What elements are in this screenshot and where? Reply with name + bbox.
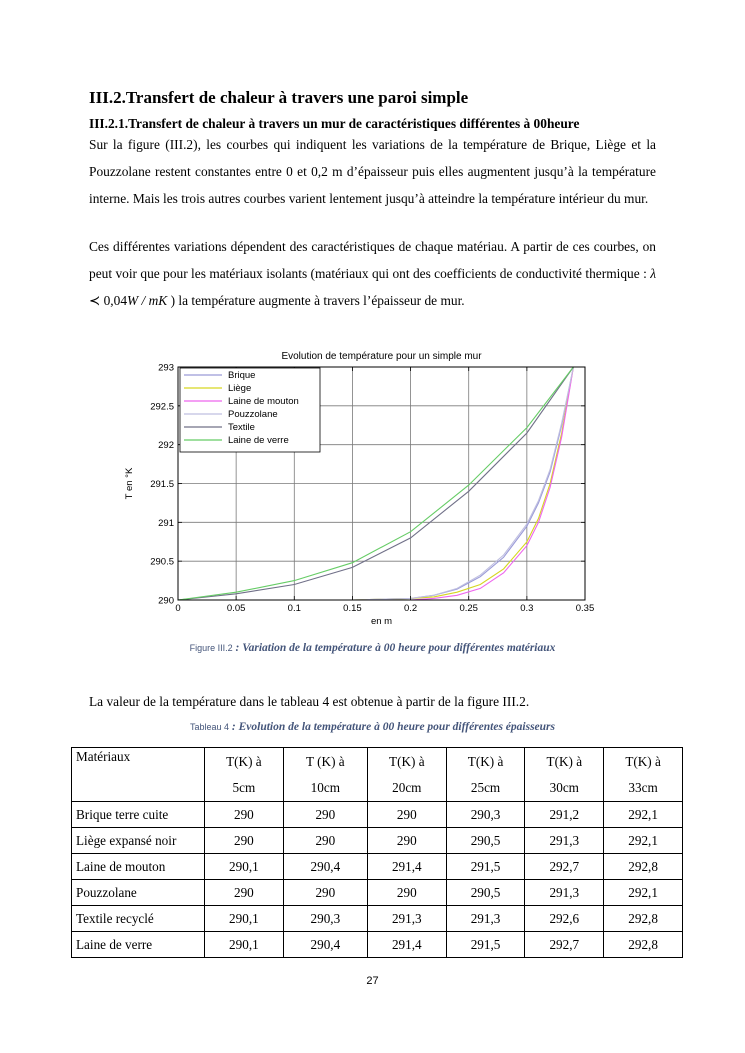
temperature-cell: 291,5: [446, 854, 525, 880]
temperature-cell: 291,4: [367, 932, 446, 958]
chart-title: Evolution de température pour un simple mur: [281, 351, 482, 362]
y-axis-label: T en °K: [124, 467, 135, 500]
y-tick-label: 293: [158, 362, 174, 374]
temperature-cell: 290: [205, 802, 284, 828]
temperature-cell: 290: [283, 802, 367, 828]
legend-label: Textile: [228, 422, 255, 433]
temperature-cell: 292,8: [604, 854, 683, 880]
temperature-cell: 290,3: [446, 802, 525, 828]
temperature-cell: 292,8: [604, 932, 683, 958]
material-name: Brique terre cuite: [72, 802, 205, 828]
temperature-cell: 291,2: [525, 802, 604, 828]
temperature-cell: 290: [283, 880, 367, 906]
paragraph-materials-start: Ces différentes variations dépendent des caractéristiques de chaque matériau. A partir de ces courbes, on peut voir que pour les matériaux isolants (matériaux qui ont des coefficients de conductivité thermique :: [89, 239, 656, 281]
subsection-title: III.2.1.Transfert de chaleur à travers un mur de caractéristiques différentes à 00heure: [89, 116, 580, 131]
temperature-cell: 292,1: [604, 880, 683, 906]
material-name: Laine de verre: [72, 932, 205, 958]
header-5cm: T(K) à 5cm: [205, 748, 284, 802]
temperature-cell: 290,1: [205, 906, 284, 932]
y-tick-label: 291.5: [150, 479, 174, 490]
table-header-row: [72, 748, 683, 802]
temperature-cell: 292,7: [525, 854, 604, 880]
temperature-cell: 290,4: [283, 854, 367, 880]
y-tick-label: 290.5: [150, 556, 174, 568]
temperature-cell: 292,8: [604, 906, 683, 932]
table-row: [72, 880, 683, 906]
temperature-table: [71, 747, 683, 958]
temperature-cell: 290,5: [446, 880, 525, 906]
temperature-cell: 291,3: [367, 906, 446, 932]
temperature-cell: 291,3: [525, 880, 604, 906]
figure-caption: [0, 642, 745, 654]
legend-label: Liège: [228, 383, 252, 394]
table-row: [72, 828, 683, 854]
table-caption-label: Tableau 4: [190, 722, 230, 732]
temperature-cell: 290,3: [283, 906, 367, 932]
temperature-cell: 290: [205, 828, 284, 854]
table-row: [72, 854, 683, 880]
y-tick-label: 290: [158, 595, 174, 607]
temperature-cell: 292,1: [604, 828, 683, 854]
header-10cm: T (K) à 10cm: [283, 748, 367, 802]
temperature-cell: 292,7: [525, 932, 604, 958]
x-tick-label: 0.1: [287, 603, 301, 614]
paragraph-figure-description: Sur la figure (III.2), les courbes qui indiquent les variations de la température de Brique, Liège et la Pouzzolane restent constantes entre 0 et 0,2 m d’épaisseur puis elles augmentent jusqu’à la température interne. Mais les trois autres courbes varient lentement jusqu’à atteindre la température intérieur du mur.: [89, 137, 656, 206]
temperature-cell: 292,1: [604, 802, 683, 828]
temperature-cell: 290: [205, 880, 284, 906]
temperature-cell: 290,4: [283, 932, 367, 958]
temperature-cell: 290,1: [205, 854, 284, 880]
table-caption-text: : Evolution de la température à 00 heure pour différentes épaisseurs: [229, 721, 555, 733]
paragraph-materials-end: ) la température augmente à travers l’épaisseur de mur.: [167, 293, 465, 308]
figure-caption-text: : Variation de la température à 00 heure pour différentes matériaux: [232, 642, 556, 654]
table-row: [72, 802, 683, 828]
temperature-cell: 291,3: [525, 828, 604, 854]
header-20cm: T(K) à 20cm: [367, 748, 446, 802]
formula-relation: ≺: [89, 293, 101, 308]
y-tick-label: 292: [158, 440, 174, 452]
material-name: Pouzzolane: [72, 880, 205, 906]
lambda-symbol: λ: [650, 266, 656, 281]
header-25cm: T(K) à 25cm: [446, 748, 525, 802]
temperature-cell: 290: [367, 802, 446, 828]
temperature-cell: 290: [367, 880, 446, 906]
material-name: Textile recyclé: [72, 906, 205, 932]
table-row: [72, 906, 683, 932]
figure-caption-label: Figure III.2: [189, 643, 233, 653]
x-tick-label: 0.15: [343, 603, 362, 614]
legend-label: Pouzzolane: [228, 409, 278, 420]
paragraph-table-intro: La valeur de la température dans le tableau 4 est obtenue à partir de la figure III.2.: [89, 694, 530, 709]
temperature-cell: 290: [367, 828, 446, 854]
formula-value: 0,04: [103, 293, 128, 308]
legend-label: Laine de mouton: [228, 396, 299, 407]
temperature-cell: 290,1: [205, 932, 284, 958]
material-name: Laine de mouton: [72, 854, 205, 880]
temperature-cell: 290,5: [446, 828, 525, 854]
legend-label: Laine de verre: [228, 435, 289, 446]
header-30cm: T(K) à 30cm: [525, 748, 604, 802]
table-caption: [0, 721, 745, 733]
temperature-cell: 291,4: [367, 854, 446, 880]
y-tick-label: 291: [158, 517, 174, 529]
material-name: Liège expansé noir: [72, 828, 205, 854]
x-tick-label: 0.35: [575, 603, 595, 614]
temperature-cell: 292,6: [525, 906, 604, 932]
paragraph-materials: [89, 233, 656, 314]
section-title: III.2.Transfert de chaleur à travers une paroi simple: [89, 88, 469, 107]
header-materials: Matériaux: [72, 748, 205, 802]
x-tick-label: 0.05: [226, 603, 246, 614]
header-33cm: T(K) à 33cm: [604, 748, 683, 802]
formula-unit: W / mK: [127, 293, 168, 308]
y-tick-label: 292.5: [150, 401, 174, 413]
x-tick-label: 0.3: [520, 603, 534, 614]
temperature-chart: [110, 345, 610, 630]
x-tick-label: 0.25: [459, 603, 478, 614]
page-number: 27: [366, 975, 379, 987]
legend-label: Brique: [228, 370, 256, 381]
x-tick-label: 0.2: [403, 603, 418, 614]
table-row: [72, 932, 683, 958]
x-axis-label: en m: [370, 616, 393, 627]
temperature-cell: 291,3: [446, 906, 525, 932]
x-tick-label: 0: [175, 603, 181, 614]
temperature-cell: 290: [283, 828, 367, 854]
temperature-cell: 291,5: [446, 932, 525, 958]
